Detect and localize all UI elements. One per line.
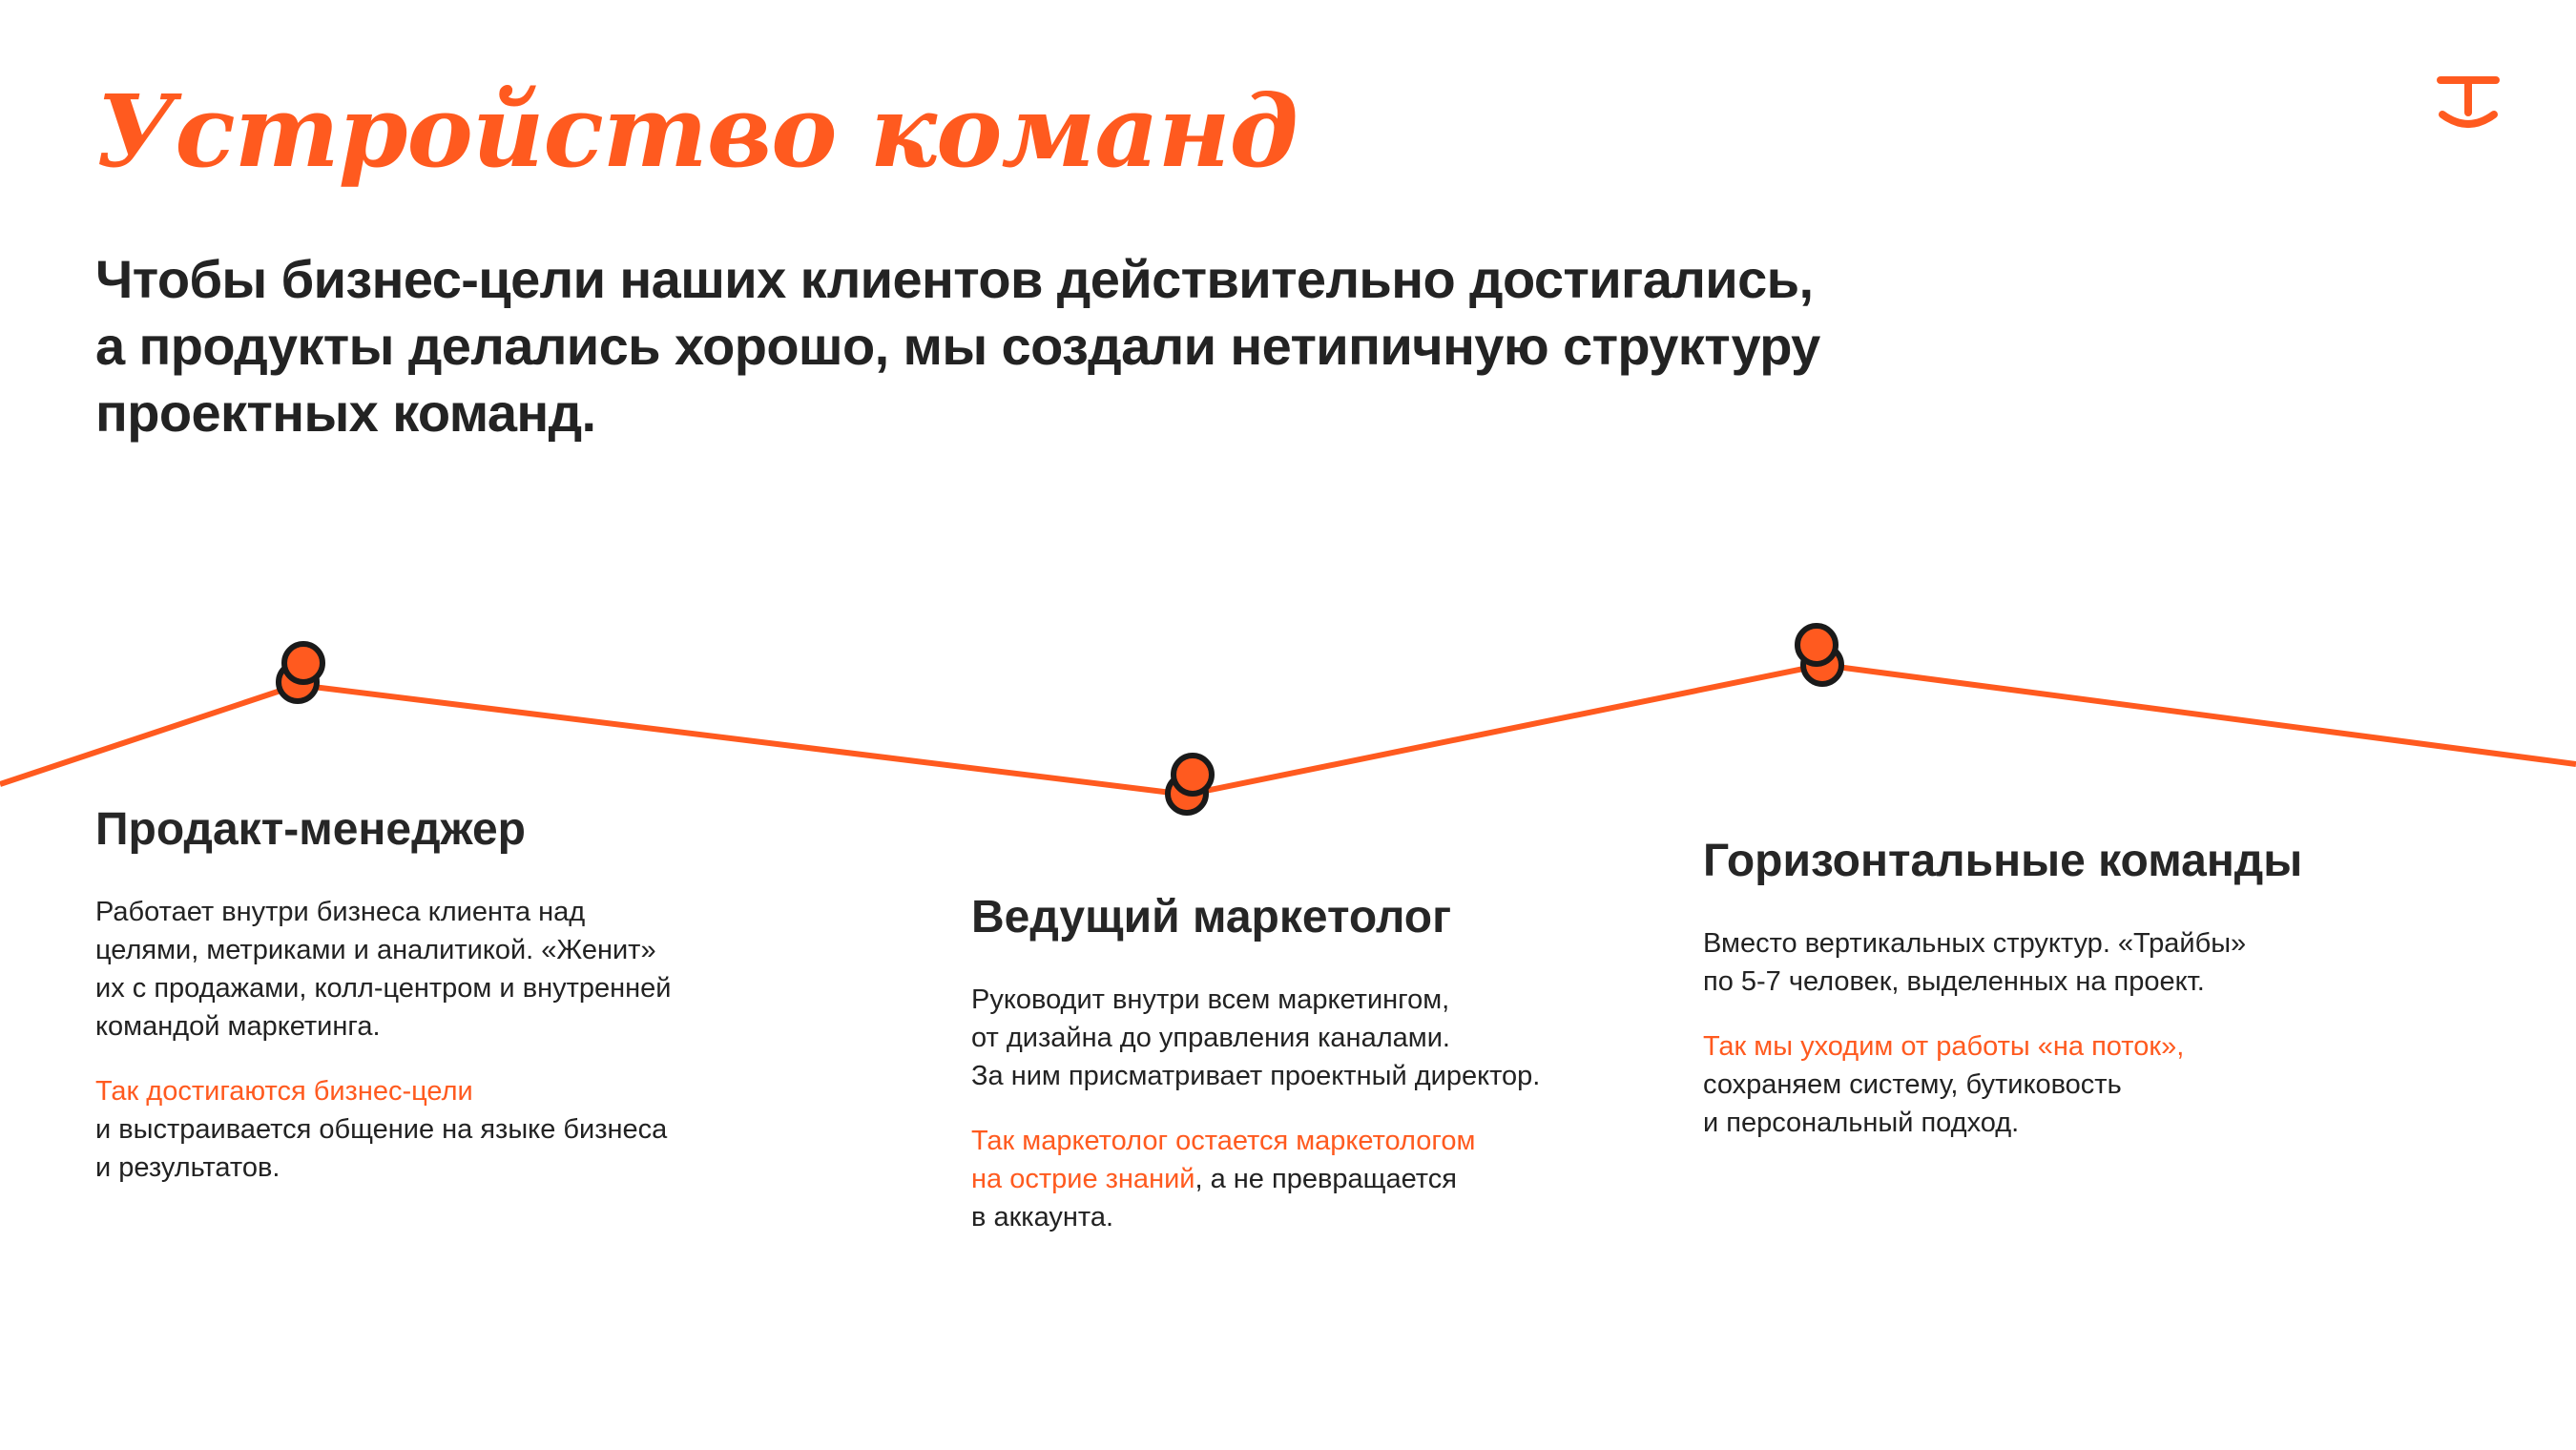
text-line: командой маркетинга. xyxy=(95,1011,381,1042)
text-line: в аккаунта. xyxy=(971,1202,1114,1232)
card-heading: Горизонтальные команды xyxy=(1703,836,2303,886)
highlight-text: на острие знаний xyxy=(971,1164,1195,1194)
text-line: целями, метриками и аналитикой. «Женит» xyxy=(95,935,656,965)
text-line: Руководит внутри всем маркетингом, xyxy=(971,984,1450,1015)
timeline-node-product-manager xyxy=(279,644,322,701)
text-line: от дизайна до управления каналами. xyxy=(971,1023,1450,1053)
text-line: по 5-7 человек, выделенных на проект. xyxy=(1703,966,2205,997)
card-conclusion xyxy=(1703,1027,2428,1142)
text-line: их с продажами, колл-центром и внутренней xyxy=(95,973,672,1004)
highlight-text: Так маркетолог остается маркетологом xyxy=(971,1126,1476,1156)
text-line: и результатов. xyxy=(95,1152,280,1183)
card-lead-marketer xyxy=(971,891,1696,1236)
text-line: и выстраивается общение на языке бизнеса xyxy=(95,1114,668,1145)
highlight-text: Так достигаются бизнес-цели xyxy=(95,1076,473,1107)
text-line: Вместо вертикальных структур. «Трайбы» xyxy=(1703,928,2247,959)
card-conclusion xyxy=(95,1072,821,1187)
lead-line: Чтобы бизнес-цели наших клиентов действительно достигались, xyxy=(95,249,1814,309)
card-description xyxy=(1703,924,2428,1001)
card-conclusion xyxy=(971,1122,1696,1236)
card-heading: Продакт-менеджер xyxy=(95,804,526,855)
text-line: и персональный подход. xyxy=(1703,1108,2020,1138)
lead-line: а продукты делались хорошо, мы создали нетипичную структуру xyxy=(95,316,1820,376)
card-horizontal-teams xyxy=(1703,835,2428,1142)
timeline-line xyxy=(0,665,2576,795)
text-line xyxy=(971,1160,1696,1198)
text-line: За ним присматривает проектный директор. xyxy=(971,1061,1541,1091)
card-description xyxy=(95,893,821,1046)
timeline-node-horizontal-teams xyxy=(1797,626,1841,684)
text-line: Работает внутри бизнеса клиента над xyxy=(95,897,586,927)
page-title: Устройство команд xyxy=(95,72,1298,190)
highlight-text: Так мы уходим от работы «на поток», xyxy=(1703,1031,2185,1062)
timeline-node-lead-marketer xyxy=(1168,756,1212,813)
text-line: сохраняем систему, бутиковость xyxy=(1703,1069,2122,1100)
card-description xyxy=(971,981,1696,1095)
text-fragment: , а не превращается xyxy=(1195,1164,1457,1194)
card-product-manager xyxy=(95,803,821,1187)
lead-line: проектных команд. xyxy=(95,383,596,443)
card-heading: Ведущий маркетолог xyxy=(971,892,1452,942)
